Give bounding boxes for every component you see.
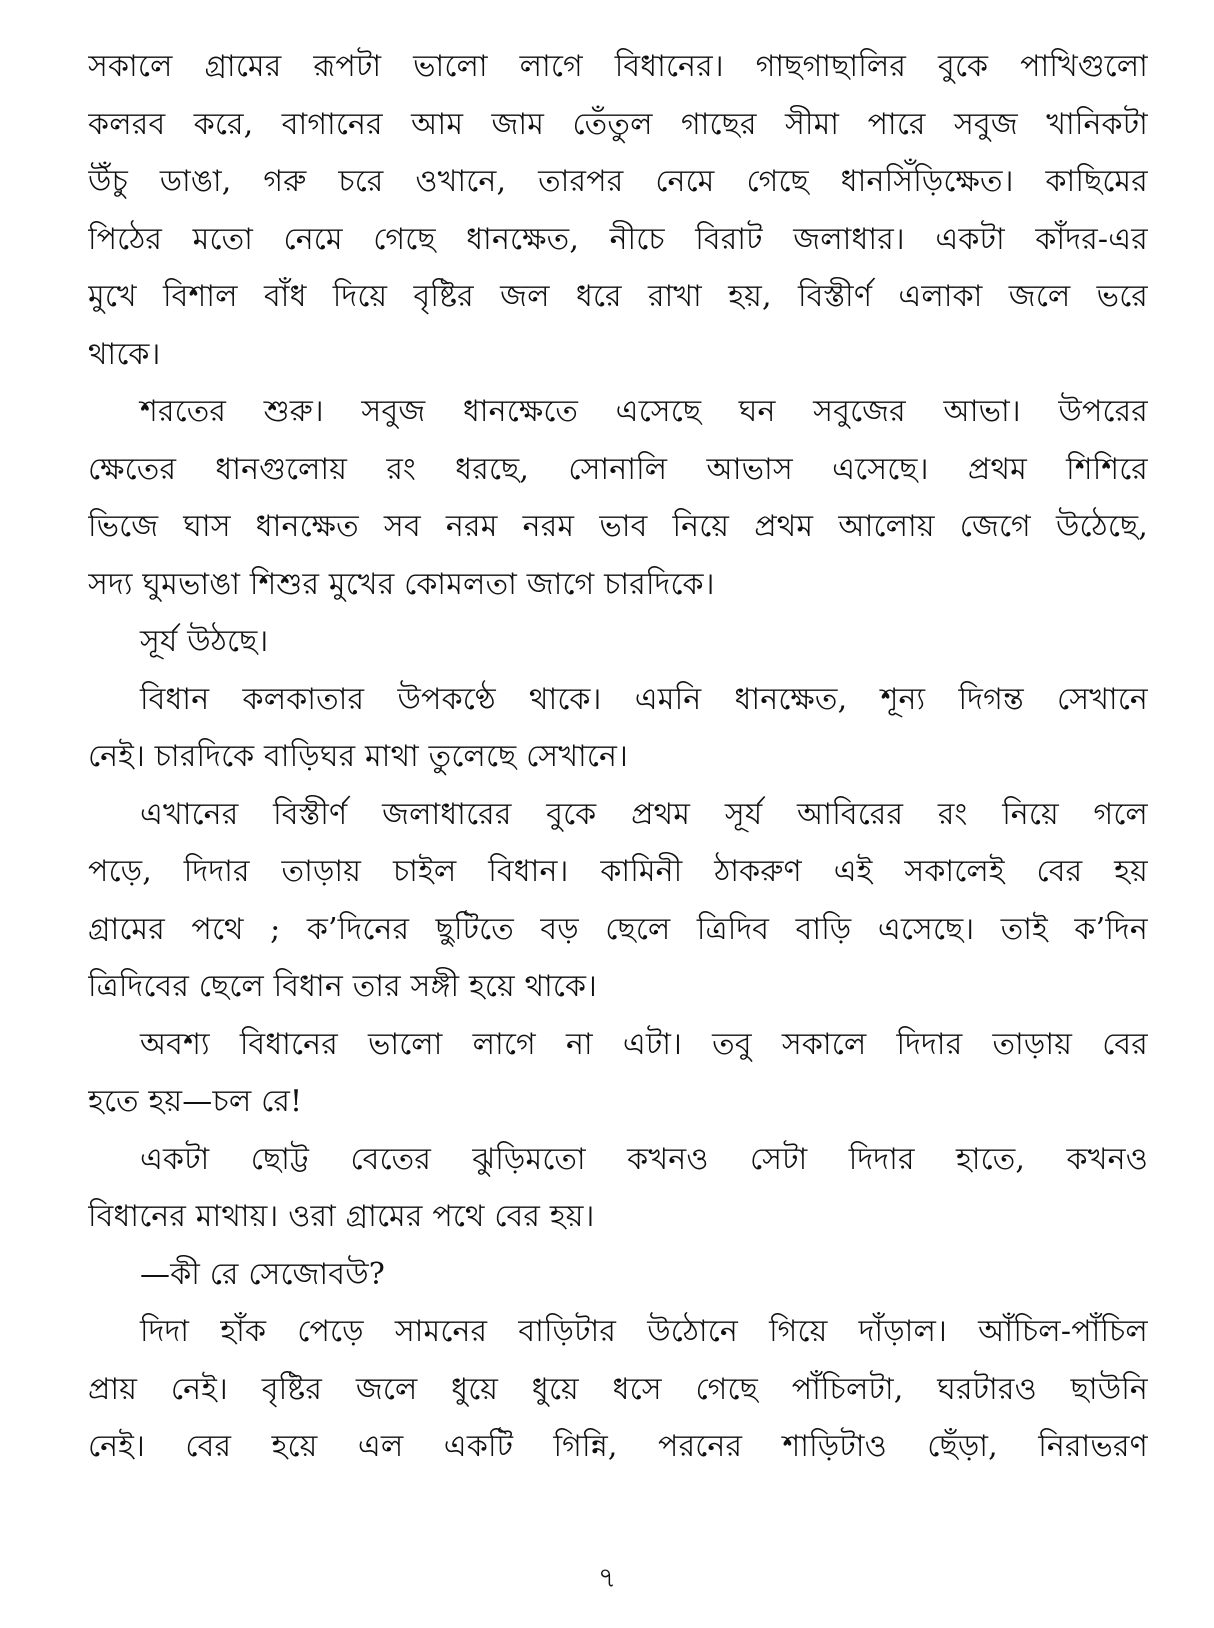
- text-line: সদ্য ঘুমভাঙা শিশুর মুখের কোমলতা জাগে চারদিকে।: [88, 566, 715, 602]
- text-line: সকালে গ্রামের রূপটা ভালো লাগে বিধানের। গাছগাছালির বুকে পাখিগুলো: [88, 49, 1148, 84]
- body-text: [88, 38, 1148, 1476]
- text-line: বিধান কলকাতার উপকণ্ঠে থাকে। এমনি ধানক্ষেত, শূন্য দিগন্ত সেখানে: [140, 681, 1148, 717]
- text-line: দিদা হাঁক পেড়ে সামনের বাড়িটার উঠোনে গিয়ে দাঁড়াল। আঁচিল-পাঁচিল: [140, 1314, 1148, 1349]
- text-line: নেই। চারদিকে বাড়িঘর মাথা তুলেছে সেখানে।: [88, 739, 629, 774]
- text-line: ভিজে ঘাস ধানক্ষেত সব নরম নরম ভাব নিয়ে প্রথম আলোয় জেগে উঠেছে,: [88, 509, 1148, 544]
- text-line: সূর্য উঠছে।: [140, 624, 269, 659]
- text-line: থাকে।: [88, 336, 161, 372]
- text-line: পড়ে, দিদার তাড়ায় চাইল বিধান। কামিনী ঠাকরুণ এই সকালেই বের হয়: [88, 854, 1148, 889]
- text-line: একটা ছোট্ট বেতের ঝুড়িমতো কখনও সেটা দিদার হাতে, কখনও: [140, 1141, 1148, 1177]
- text-line: প্রায় নেই। বৃষ্টির জলে ধুয়ে ধুয়ে ধসে গেছে পাঁচিলটা, ঘরটারও ছাউনি: [88, 1371, 1148, 1407]
- text-line: উঁচু ডাঙা, গরু চরে ওখানে, তারপর নেমে গেছে ধানসিঁড়িক্ষেত। কাছিমের: [88, 164, 1148, 199]
- text-line: শরতের শুরু। সবুজ ধানক্ষেতে এসেছে ঘন সবুজের আভা। উপরের: [140, 394, 1148, 429]
- text-line: এখানের বিস্তীর্ণ জলাধারের বুকে প্রথম সূর্য আবিরের রং নিয়ে গলে: [140, 796, 1148, 832]
- text-line: ক্ষেতের ধানগুলোয় রং ধরছে, সোনালি আভাস এসেছে। প্রথম শিশিরে: [88, 451, 1148, 487]
- text-line: নেই। বের হয়ে এল একটি গিন্নি, পরনের শাড়িটাও ছেঁড়া, নিরাভরণ: [88, 1429, 1148, 1464]
- page-number: ৭: [597, 1561, 617, 1594]
- text-line: বিধানের মাথায়। ওরা গ্রামের পথে বের হয়।: [88, 1199, 595, 1234]
- text-line: হতে হয়—চল রে!: [88, 1084, 303, 1119]
- text-line: অবশ্য বিধানের ভালো লাগে না এটা। তবু সকালে দিদার তাড়ায় বের: [140, 1026, 1148, 1062]
- text-line: ত্রিদিবের ছেলে বিধান তার সঙ্গী হয়ে থাকে।: [88, 969, 598, 1004]
- text-line: কলরব করে, বাগানের আম জাম তেঁতুল গাছের সীমা পারে সবুজ খানিকটা: [88, 106, 1148, 142]
- text-line: পিঠের মতো নেমে গেছে ধানক্ষেত, নীচে বিরাট জলাধার। একটা কাঁদর-এর: [88, 221, 1148, 257]
- text-line: —কী রে সেজোবউ?: [140, 1256, 386, 1292]
- text-line: মুখে বিশাল বাঁধ দিয়ে বৃষ্টির জল ধরে রাখা হয়, বিস্তীর্ণ এলাকা জলে ভরে: [88, 279, 1148, 314]
- text-line: গ্রামের পথে ; ক’দিনের ছুটিতে বড় ছেলে ত্রিদিব বাড়ি এসেছে। তাই ক’দিন: [88, 911, 1148, 947]
